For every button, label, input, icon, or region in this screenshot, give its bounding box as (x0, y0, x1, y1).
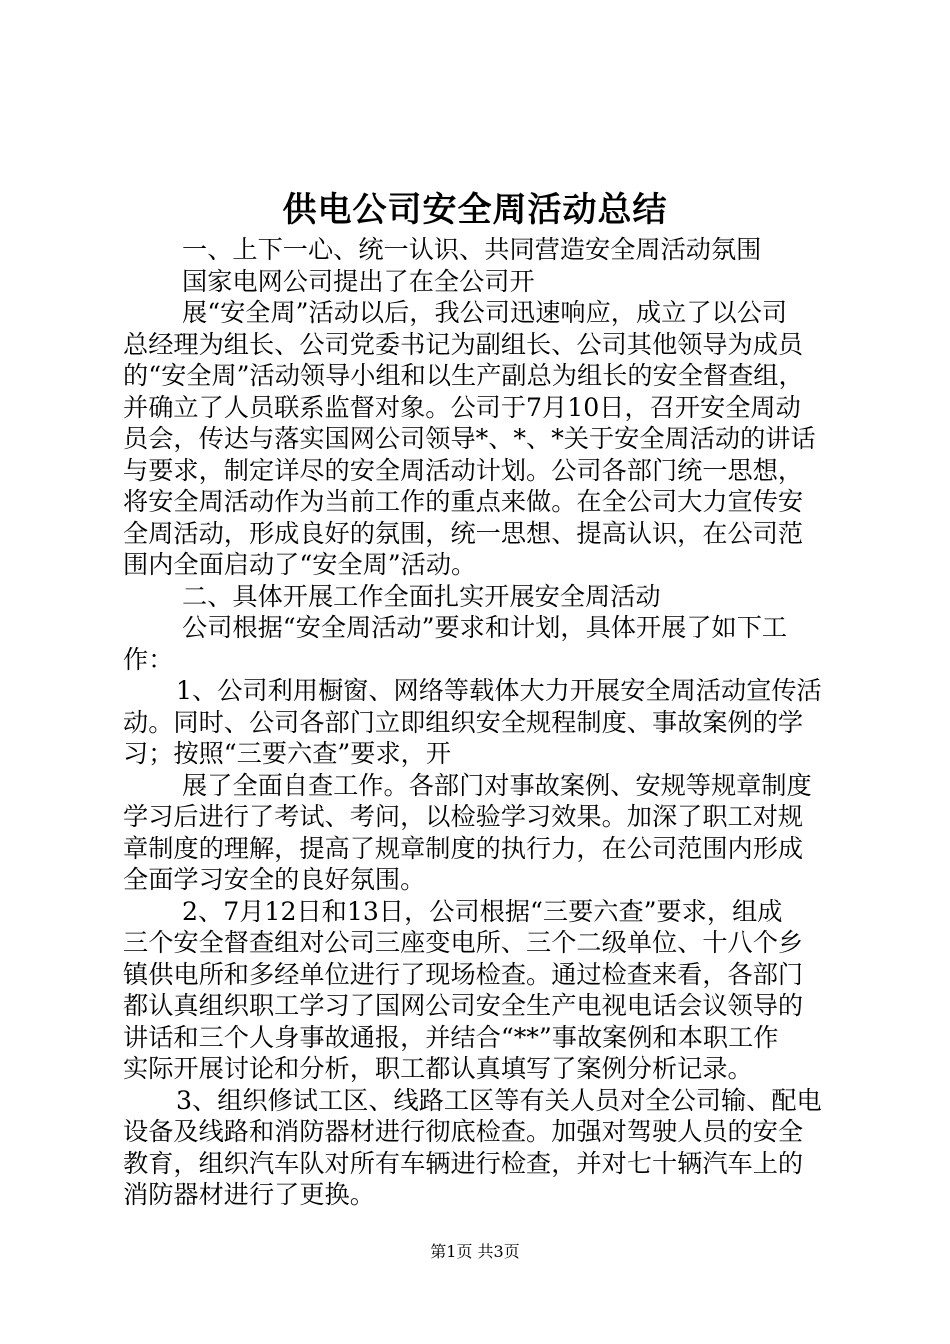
paragraph-line: 讲话和三个人身事故通报，并结合“**”事故案例和本职工作 (123, 1022, 779, 1052)
paragraph-line: 都认真组织职工学习了国网公司安全生产电视电话会议领导的 (123, 991, 804, 1020)
paragraph-line: 并确立了人员联系监督对象。公司于7月10日，召开安全周动 (123, 392, 801, 422)
paragraph-line: 全面学习安全的良好氛围。 (123, 865, 426, 894)
paragraph-line: 的“安全周”活动领导小组和以生产副总为组长的安全督查组， (123, 361, 804, 390)
paragraph-line: 作： (123, 644, 174, 674)
page-footer: 第1页 共3页 (430, 1242, 520, 1261)
paragraph-line: 习；按照“三要六查”要求，开 (123, 739, 452, 768)
paragraph-line: 三个安全督查组对公司三座变电所、三个二级单位、十八个乡 (123, 928, 804, 957)
paragraph-line: 消防器材进行了更换。 (123, 1180, 375, 1209)
paragraph-line: 展了全面自查工作。各部门对事故案例、安规等规章制度 (182, 770, 812, 800)
paragraph-line: 章制度的理解，提高了规章制度的执行力，在公司范围内形成 (123, 833, 804, 863)
list-item-1: 1、公司利用橱窗、网络等载体大力开展安全周活动宣传活 (176, 676, 822, 705)
document-body (123, 234, 843, 1211)
paragraph-line: 展“安全周”活动以后，我公司迅速响应，成立了以公司 (182, 298, 788, 327)
paragraph-line: 国家电网公司提出了在全公司开 (182, 266, 535, 296)
section-heading-1: 一、上下一心、统一认识、共同营造安全周活动氛围 (182, 235, 762, 264)
paragraph-line: 围内全面启动了“安全周”活动。 (123, 550, 477, 579)
list-item-3: 3、组织修试工区、线路工区等有关人员对全公司输、配电 (176, 1085, 822, 1115)
paragraph-line: 设备及线路和消防器材进行彻底检查。加强对驾驶人员的安全 (123, 1117, 804, 1146)
paragraph-line: 动。同时、公司各部门立即组织安全规程制度、事故案例的学 (123, 707, 804, 737)
section-heading-2: 二、具体开展工作全面扎实开展安全周活动 (182, 581, 661, 611)
paragraph-line: 实际开展讨论和分析，职工都认真填写了案例分析记录。 (123, 1054, 753, 1083)
paragraph-line: 公司根据“安全周活动”要求和计划，具体开展了如下工 (182, 613, 788, 642)
list-item-2: 2、7月12日和13日，公司根据“三要六查”要求，组成 (182, 896, 783, 926)
paragraph-line: 总经理为组长、公司党委书记为副组长、公司其他领导为成员 (123, 329, 804, 359)
paragraph-line: 与要求，制定详尽的安全周活动计划。公司各部门统一思想， (123, 455, 804, 485)
paragraph-line: 将安全周活动作为当前工作的重点来做。在全公司大力宣传安 (123, 487, 804, 516)
paragraph-line: 学习后进行了考试、考问，以检验学习效果。加深了职工对规 (123, 802, 804, 831)
paragraph-line: 教育，组织汽车队对所有车辆进行检查，并对七十辆汽车上的 (123, 1148, 804, 1178)
paragraph-line: 员会，传达与落实国网公司领导*、*、*关于安全周活动的讲话 (123, 424, 816, 453)
paragraph-line: 镇供电所和多经单位进行了现场检查。通过检查来看，各部门 (123, 959, 804, 989)
paragraph-line: 全周活动，形成良好的氛围，统一思想、提高认识，在公司范 (123, 518, 804, 548)
document-title: 供电公司安全周活动总结 (282, 190, 668, 230)
